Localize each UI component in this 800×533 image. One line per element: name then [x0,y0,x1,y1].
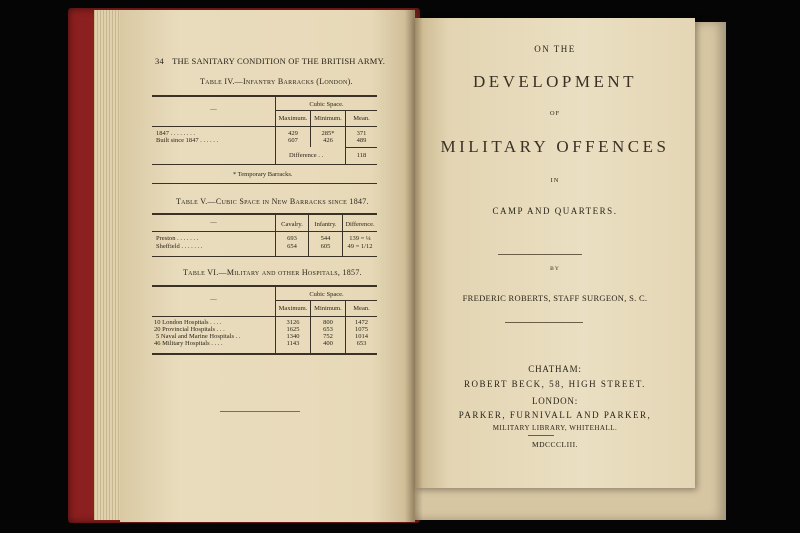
table6-cell: 1625 [286,326,300,333]
table5-col-header: Cavalry. [281,221,303,228]
table4-difference-label: Difference . . [289,152,324,159]
table6-col-header: Maximum. [278,305,308,312]
table6-stub-header: — [210,296,217,303]
table4-col-header: Minimum. [314,115,342,122]
table4-cell: 489 [356,137,367,144]
table6-cell: 400 [323,340,333,347]
title-line-on-the: ON THE [534,44,576,54]
table5-col-header: Infantry. [314,221,337,228]
table6-cell: 752 [323,333,333,340]
imprint-city-chatham: CHATHAM: [528,364,582,374]
table5-caption: Table V.—Cubic Space in New Barracks since 1847. [176,197,369,206]
table6-cell: 800 [323,319,333,326]
table6-group-rule [276,300,377,301]
table6-col-header: Mean. [353,305,370,312]
table4-row-label: 1847 . . . . . . . . [156,130,195,137]
table4-col-header: Mean. [353,115,370,122]
table6-header-rule [152,316,377,317]
table5-bottom-rule [152,256,377,257]
table6-bottom-rule [152,353,377,355]
table6-group-header: Cubic Space. [309,291,344,298]
title-rule [498,254,582,255]
imprint-year: MDCCCLIII. [531,440,579,449]
table4-cell: 607 [288,137,298,144]
table6-cell: 3126 [286,319,300,326]
left-page [120,10,415,522]
byline-label: BY [550,266,560,272]
table4-stub-header: — [210,106,217,113]
table6-row-label: 20 Provincial Hospitals . . . [154,326,225,333]
table6-caption: Table VI.—Military and other Hospitals, 1857. [183,268,362,277]
title-rule [505,322,583,323]
title-line-of: OF [549,110,561,117]
author-name: FREDERIC ROBERTS, STAFF SURGEON, S. C. [462,293,648,303]
table4-cell: 426 [323,137,333,144]
table4-difference-value: 118 [356,152,367,159]
running-head [155,56,385,66]
table6-cell: 1340 [286,333,300,340]
title-line-in: IN [550,177,560,184]
table6-row-label: 10 London Hospitals . . . . [154,319,222,326]
imprint-library: MILITARY LIBRARY, WHITEHALL. [492,424,618,432]
table4-group-rule [276,110,377,111]
page-number: 34 [155,56,164,66]
table4-top-rule [152,95,377,97]
title-development: DEVELOPMENT [472,72,638,91]
table5-cell: 605 [320,243,331,250]
table4-caption: Table IV.—Infantry Barracks (London). [200,77,353,86]
table5-top-rule [152,213,377,215]
table6-cell: 1143 [286,340,300,347]
table5-row-label: Sheffield . . . . . . . [156,243,203,250]
table4-footnote: * Temporary Barracks. [233,171,293,178]
table5-col-header: Difference. [345,221,375,228]
imprint-city-london: LONDON: [531,396,579,406]
table4-sum-rule [346,147,377,148]
section-rule [152,183,377,184]
table4-header-rule [152,126,377,127]
title-military-offences: MILITARY OFFENCES [440,137,670,156]
table5-cell: 654 [287,243,297,250]
table4-group-header: Cubic Space. [309,101,344,108]
imprint-publisher-beck: ROBERT BECK, 58, HIGH STREET. [464,379,646,389]
table5-cell: 139 = ¼ [349,235,371,242]
table5-header-rule [152,231,377,232]
table6-cell: 1472 [355,319,368,326]
table4-row-label: Built since 1847 . . . . . . [156,137,219,144]
imprint-rule [528,435,554,436]
table6-cell: 653 [323,326,333,333]
table6-top-rule [152,285,377,287]
table6-cell: 1075 [355,326,368,333]
table6-cell: 1014 [355,333,368,340]
table5-cell: 544 [320,235,331,242]
table6-row-label: 5 Naval and Marine Hospitals . . [156,333,241,340]
table6-row-label: 46 Military Hospitals . . . . [154,340,223,347]
table4-cell: 429 [288,130,298,137]
table4-cell: 371 [356,130,367,137]
table4-col-header: Maximum. [278,115,308,122]
table4-bottom-rule [152,164,377,165]
imprint-publisher-parker: PARKER, FURNIVALL AND PARKER, [458,410,652,420]
running-head-text: THE SANITARY CONDITION OF THE BRITISH ARMY. [172,56,386,66]
table6-cell: 653 [356,340,367,347]
title-camp-and-quarters: CAMP AND QUARTERS. [492,206,618,216]
table5-cell: 693 [287,235,297,242]
table4-cell: 285* [321,130,335,137]
table5-cell: 49 = 1/12 [347,243,373,250]
table5-stub-header: — [210,219,217,226]
end-rule [220,411,300,412]
table5-row-label: Preston . . . . . . . [156,235,199,242]
table6-col-header: Minimum. [314,305,342,312]
